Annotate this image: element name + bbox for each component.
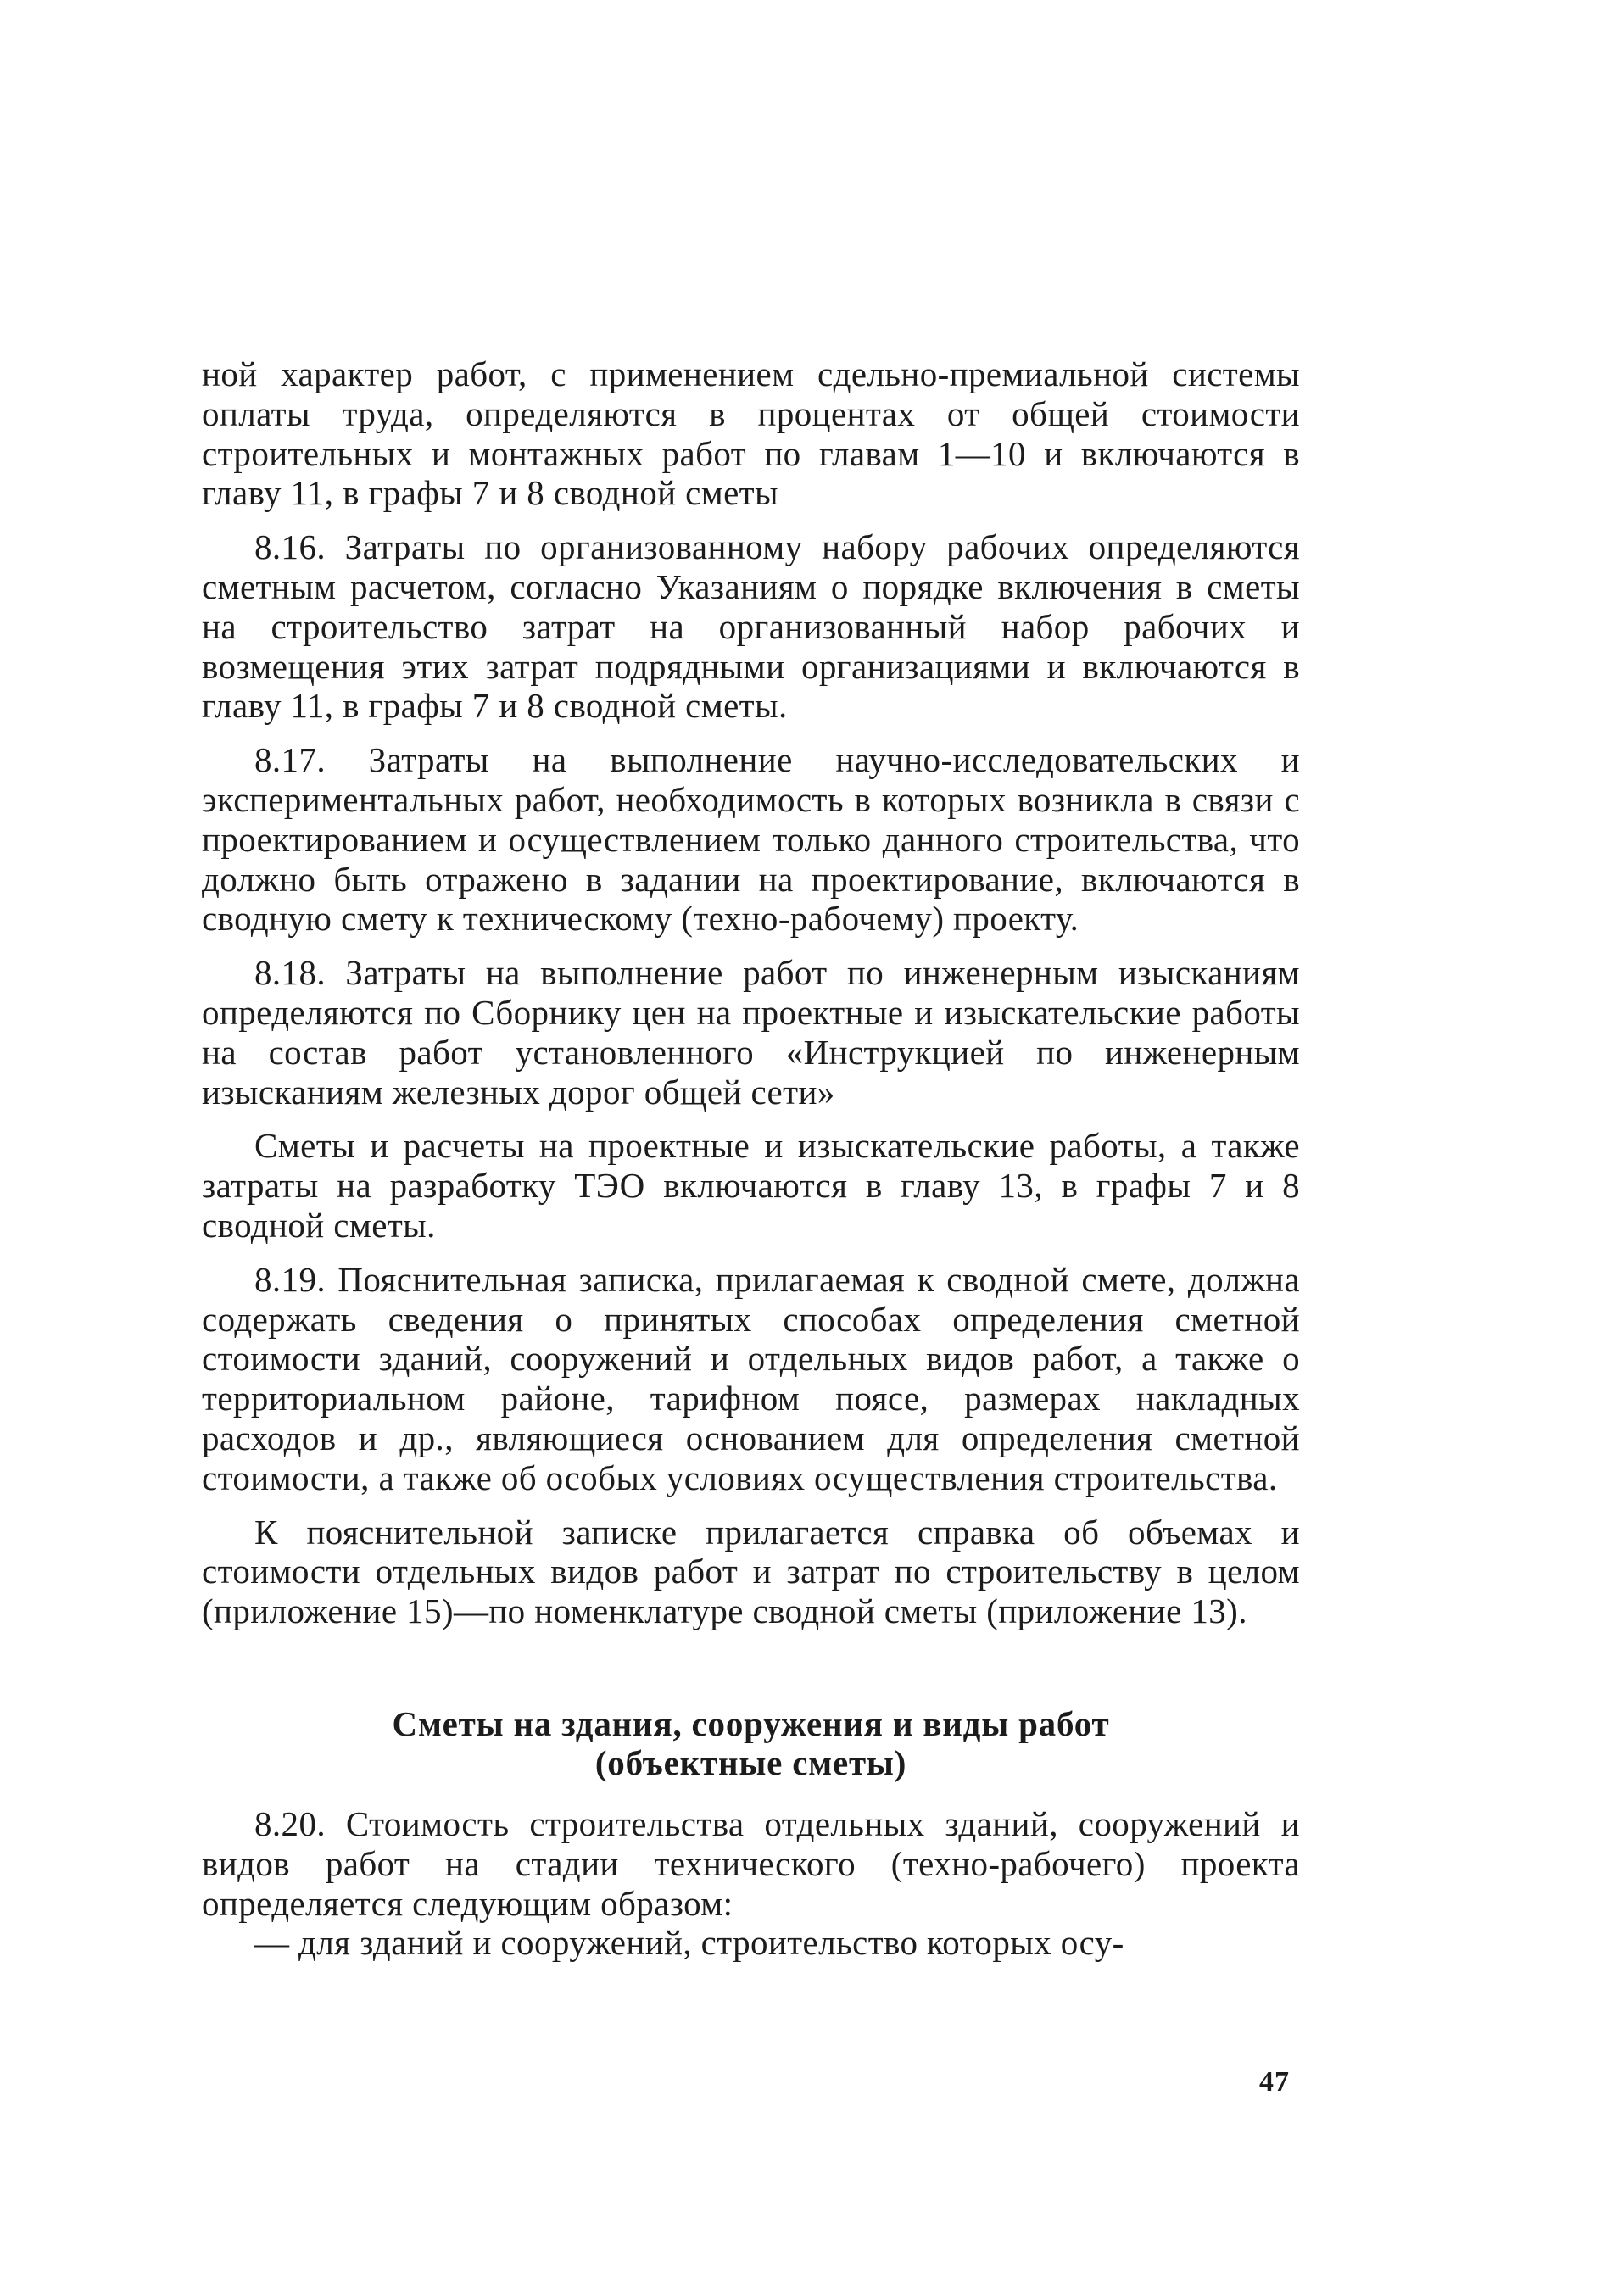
paragraph-8-20: 8.20. Стоимость строительства отдельных зданий, сооружений и видов работ на стадии технического (техно-рабочего) проекта определяется следующим образом: xyxy=(202,1803,1300,1923)
paragraph-explanatory-note: К пояснительной записке прилагается справка об объемах и стоимости отдельных видов работ и затрат по строительству в целом (приложение 15)—по номенклатуре сводной сметы (приложение 13). xyxy=(202,1512,1300,1631)
paragraph-8-19: 8.19. Пояснительная записка, прилагаемая к сводной смете, должна содержать сведения о принятых способах определения сметной стоимости зданий, сооружений и отдельных видов работ, а также о территориальном районе, тарифном поясе, размерах накладных расходов и др., являющиеся основанием для определения сметной стоимости, а также об особых условиях осуществления строительства. xyxy=(202,1259,1300,1497)
section-heading-line-2: (объектные сметы) xyxy=(594,1742,907,1782)
section-heading-line-1: Сметы на здания, сооружения и виды работ xyxy=(392,1703,1110,1743)
section-heading xyxy=(202,1704,1300,1782)
paragraph-dash-item: — для зданий и сооружений, строительство которых осу- xyxy=(254,1923,1124,1963)
paragraph-8-17: 8.17. Затраты на выполнение научно-исследовательских и экспериментальных работ, необходимость в которых возникла в связи с проектированием и осуществлением только данного строительства, что должно быть отражено в задании на проектирование, включаются в сводную смету к техническому (техно-рабочему) проекту. xyxy=(202,740,1300,939)
paragraph-8-16: 8.16. Затраты по организованному набору рабочих определяются сметным расчетом, согласно Указаниям о порядке включения в сметы на строительство затрат на организованный набор рабочих и возмещения этих затрат подрядными организациями и включаются в главу 11, в графы 7 и 8 сводной сметы. xyxy=(202,527,1300,726)
paragraph-estimates-survey: Сметы и расчеты на проектные и изыскательские работы, а также затраты на разработку ТЭО включаются в главу 13, в графы 7 и 8 сводной сметы. xyxy=(202,1126,1300,1245)
paragraph-8-18: 8.18. Затраты на выполнение работ по инженерным изысканиям определяются по Сборнику цен на проектные и изыскательские работы на состав работ установленного «Инструкцией по инженерным изысканиям железных дорог общей сети» xyxy=(202,953,1300,1112)
page-number: 47 xyxy=(1259,2066,1290,2098)
paragraph-continuation: ной характер работ, с применением сдельно-премиальной системы оплаты труда, определяются в процентах от общей стоимости строительных и монтажных работ по главам 1—10 и включаются в главу 11, в графы 7 и 8 сводной сметы xyxy=(202,354,1300,513)
page-body xyxy=(202,354,1300,1963)
